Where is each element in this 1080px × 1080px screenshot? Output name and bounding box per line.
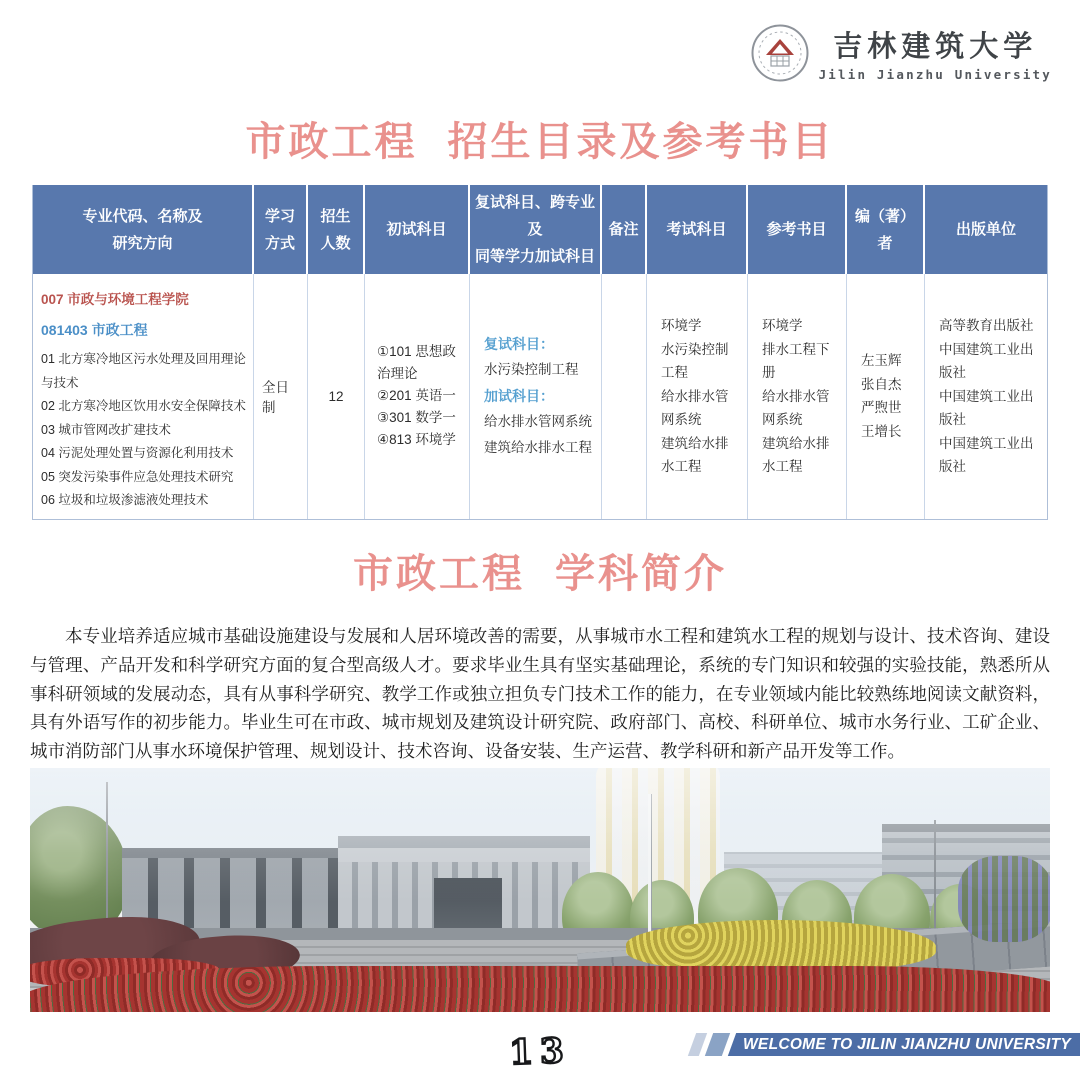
initial-subject: ④813 环境学 — [377, 432, 456, 448]
cell-publishers — [925, 274, 1047, 519]
initial-subject: ①101 思想政治理论 — [377, 344, 456, 382]
publisher-name: 中国建筑工业出版社 — [939, 341, 1034, 380]
cell-remark — [602, 274, 647, 519]
header-retest-subjects: 复试科目、跨专业及 同等学力加试科目 — [470, 185, 602, 274]
reference-book: 建筑给水排水工程 — [762, 435, 830, 474]
catalog-title-text: 招生目录及参考书目 — [447, 120, 835, 164]
header-exam-subjects: 考试科目 — [647, 185, 748, 274]
header-study-mode: 学习 方式 — [254, 185, 308, 274]
intro-title-major: 市政工程 — [353, 552, 525, 596]
footer-stripe-light — [688, 1033, 707, 1056]
page-number: 13 — [508, 1030, 572, 1074]
reference-book: 环境学 — [762, 318, 803, 333]
author-name: 张自杰 — [861, 376, 902, 392]
major-code-name: 081403 市政工程 — [41, 322, 148, 338]
university-name-cn: 吉林建筑大学 — [833, 31, 1038, 63]
cell-exam-subjects — [647, 274, 748, 519]
exam-subject: 建筑给水排水工程 — [661, 435, 729, 474]
research-direction: 03 城市管网改扩建技术 — [41, 422, 171, 437]
university-logo — [751, 24, 1052, 82]
research-direction: 02 北方寒冷地区饮用水安全保障技术 — [41, 399, 246, 413]
footer-banner-text: WELCOME TO JILIN JIANZHU UNIVERSITY — [743, 1036, 1071, 1053]
header-remark: 备注 — [602, 185, 647, 274]
publisher-name: 中国建筑工业出版社 — [939, 435, 1034, 474]
author-name: 严煦世 — [861, 400, 902, 416]
initial-subject: ②201 英语一 — [377, 388, 456, 404]
table-data-row — [33, 274, 1047, 519]
research-direction: 05 突发污染事件应急处理技术研究 — [41, 469, 234, 484]
research-direction: 06 垃圾和垃圾渗滤液处理技术 — [41, 493, 209, 507]
exam-subject: 环境学 — [661, 318, 702, 333]
retest-label: 复试科目： — [484, 336, 554, 353]
cell-study-mode: 全日制 — [254, 274, 308, 519]
admissions-table — [32, 185, 1048, 520]
cell-major-info — [33, 274, 254, 519]
cell-initial-subjects — [365, 274, 470, 519]
cell-authors — [847, 274, 925, 519]
header-authors: 编（著）者 — [847, 185, 925, 274]
header-publishers: 出版单位 — [925, 185, 1047, 274]
photo-haze-overlay — [30, 768, 1050, 1012]
header-enrollment: 招生 人数 — [308, 185, 365, 274]
extra-test-subject: 给水排水管网系统 — [484, 414, 592, 430]
university-name-en: Jilin Jianzhu University — [818, 67, 1052, 82]
reference-book: 给水排水管网系统 — [762, 388, 830, 427]
research-direction: 04 污泥处理处置与资源化利用技术 — [41, 446, 234, 460]
author-name: 王增长 — [861, 423, 902, 439]
catalog-section-title — [0, 110, 1080, 167]
exam-subject: 给水排水管网系统 — [661, 388, 729, 427]
table-header-row — [33, 185, 1047, 274]
footer-stripe-medium — [705, 1033, 730, 1056]
reference-book: 排水工程下册 — [762, 341, 830, 380]
initial-subject: ③301 数学一 — [377, 410, 456, 426]
discipline-intro-paragraph: 本专业培养适应城市基础设施建设与发展和人居环境改善的需要，从事城市水工程和建筑水工程的规划与设计、技术咨询、建设与管理、产品开发和科学研究方面的复合型高级人才。要求毕业生具有坚实基础理论，系统的专门知识和较强的实验技能，熟悉所从事科研领域的发展动态，具有从事科学研究、教学工作或独立担负专门技术工作的能力，在专业领域内能比较熟练地阅读文献资料，具有外语写作的初步能力。毕业生可在市政、城市规划及建筑设计研究院、政府部门、高校、科研单位、城市水务行业、工矿企业、城市消防部门从事水环境保护管理、规划设计、技术咨询、设备安装、生产运营、教学科研和新产品开发等工作。 — [30, 626, 1050, 762]
header-major-code: 专业代码、名称及 研究方向 — [33, 185, 254, 274]
header-reference-books: 参考书目 — [748, 185, 847, 274]
university-seal-icon — [751, 24, 809, 82]
extra-test-subject: 建筑给水排水工程 — [484, 440, 592, 456]
cell-enrollment: 12 — [308, 274, 365, 519]
college-name: 007 市政与环境工程学院 — [41, 292, 189, 307]
exam-subject: 水污染控制工程 — [661, 341, 729, 380]
intro-title-text: 学科简介 — [555, 552, 727, 596]
extra-test-label: 加试科目： — [484, 388, 554, 405]
header-initial-subjects: 初试科目 — [365, 185, 470, 274]
author-name: 左玉辉 — [861, 353, 902, 369]
research-direction: 01 北方寒冷地区污水处理及回用理论与技术 — [41, 352, 246, 390]
retest-subject: 水污染控制工程 — [484, 362, 579, 378]
cell-retest-subjects — [470, 274, 602, 519]
publisher-name: 高等教育出版社 — [939, 318, 1034, 333]
intro-section-title — [0, 542, 1080, 599]
publisher-name: 中国建筑工业出版社 — [939, 388, 1034, 427]
cell-reference-books — [748, 274, 847, 519]
catalog-title-major: 市政工程 — [245, 120, 418, 164]
campus-photo — [30, 768, 1050, 1012]
